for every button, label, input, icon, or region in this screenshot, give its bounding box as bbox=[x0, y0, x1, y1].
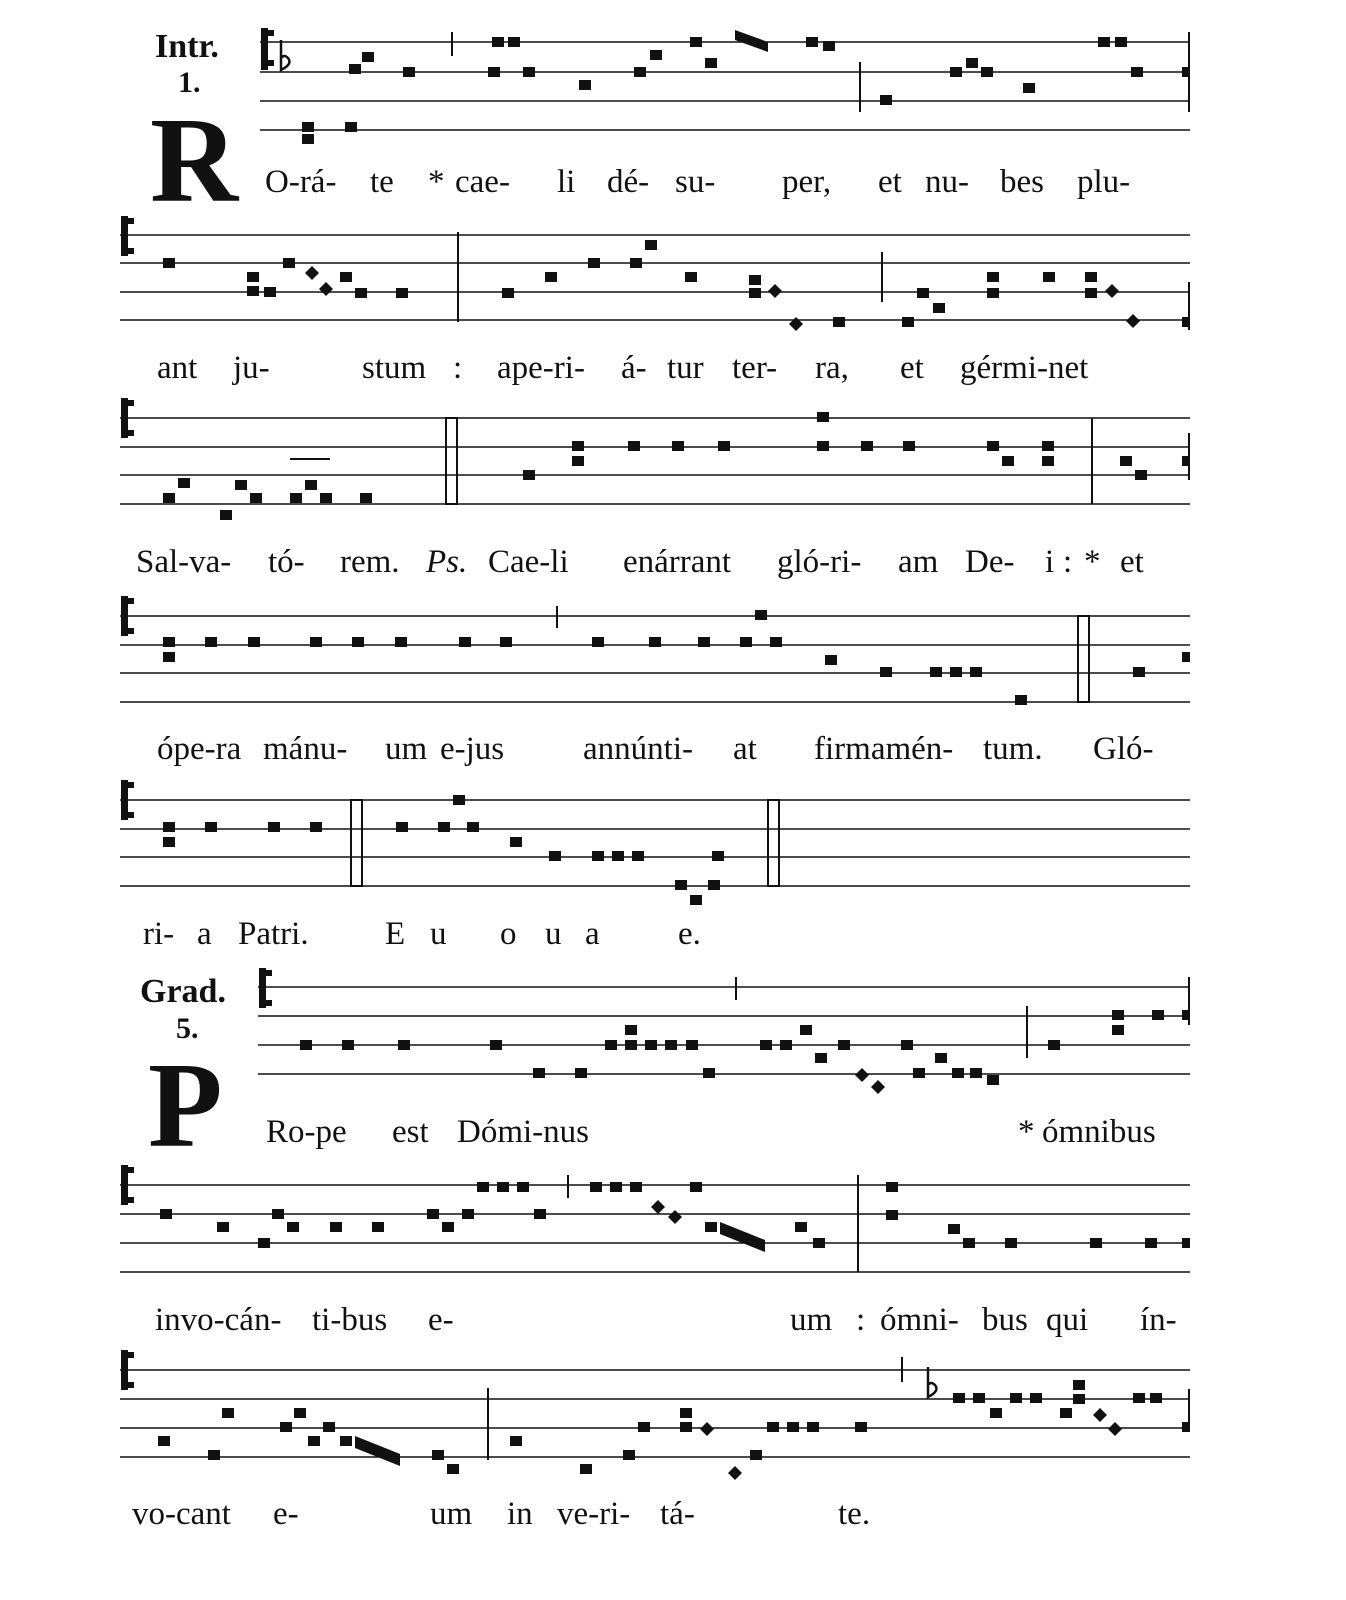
syllable: Sal-va- bbox=[136, 544, 232, 580]
syllable: ter- bbox=[732, 350, 778, 386]
asterisk: * bbox=[428, 164, 445, 200]
colon: : bbox=[453, 350, 463, 386]
syllable: invo-cán- bbox=[155, 1302, 282, 1338]
syllable: ín- bbox=[1140, 1302, 1177, 1338]
syllable: tur bbox=[667, 350, 704, 386]
flat-icon bbox=[928, 1367, 936, 1397]
syllable: et bbox=[900, 350, 924, 386]
syllable: Ro-pe bbox=[266, 1114, 347, 1150]
syllable: um bbox=[385, 731, 428, 767]
syllable: bus bbox=[982, 1302, 1028, 1338]
syllable: su- bbox=[675, 164, 716, 200]
syllable: bes bbox=[1000, 164, 1044, 200]
syllable: nu- bbox=[925, 164, 969, 200]
syllable: in bbox=[507, 1496, 533, 1532]
asterisk: * bbox=[1084, 544, 1101, 580]
psalm-marker: Ps. bbox=[426, 544, 468, 580]
syllable: u bbox=[545, 916, 562, 952]
gradual-initial: P bbox=[148, 1038, 223, 1173]
syllable: stum bbox=[362, 350, 427, 386]
syllable: per, bbox=[782, 164, 832, 200]
syllable: ti-bus bbox=[312, 1302, 388, 1338]
syllable: rem. bbox=[340, 544, 400, 580]
syllable: at bbox=[733, 731, 757, 767]
syllable: i bbox=[1045, 544, 1055, 580]
syllable: ve-ri- bbox=[557, 1496, 631, 1532]
syllable: a bbox=[585, 916, 600, 952]
syllable: firmamén- bbox=[814, 731, 954, 767]
colon: : bbox=[856, 1302, 866, 1338]
introit-label: Intr. bbox=[155, 28, 219, 65]
syllable: u bbox=[430, 916, 447, 952]
syllable: Gló- bbox=[1093, 731, 1154, 767]
syllable: ómni- bbox=[880, 1302, 959, 1338]
syllable: ju- bbox=[233, 350, 270, 386]
syllable: dé- bbox=[607, 164, 650, 200]
syllable: tum. bbox=[983, 731, 1043, 767]
syllable: E bbox=[385, 916, 406, 952]
syllable: est bbox=[392, 1114, 429, 1150]
syllable: um bbox=[430, 1496, 473, 1532]
syllable: enárrant bbox=[623, 544, 732, 580]
syllable: annúnti- bbox=[583, 731, 693, 767]
syllable: Dómi-nus bbox=[457, 1114, 589, 1150]
syllable: O-rá- bbox=[265, 164, 337, 200]
syllable: ant bbox=[157, 350, 198, 386]
syllable: ómnibus bbox=[1042, 1114, 1156, 1150]
syllable: ri- bbox=[143, 916, 175, 952]
syllable: e- bbox=[428, 1302, 454, 1338]
syllable: cae- bbox=[455, 164, 510, 200]
syllable: et bbox=[878, 164, 902, 200]
syllable: e- bbox=[273, 1496, 299, 1532]
syllable: um bbox=[790, 1302, 833, 1338]
asterisk: * bbox=[1018, 1114, 1035, 1150]
syllable: tá- bbox=[660, 1496, 695, 1532]
introit-initial: R bbox=[150, 93, 239, 228]
syllable: te. bbox=[838, 1496, 871, 1532]
syllable: De- bbox=[965, 544, 1015, 580]
syllable: plu- bbox=[1077, 164, 1131, 200]
introit-mode: 1. bbox=[178, 66, 201, 99]
syllable: Cae-li bbox=[488, 544, 569, 580]
syllable: mánu- bbox=[263, 731, 348, 767]
syllable: am bbox=[898, 544, 939, 580]
syllable: gló-ri- bbox=[777, 544, 862, 580]
syllable: ópe-ra bbox=[157, 731, 242, 767]
syllable: e-jus bbox=[440, 731, 505, 767]
syllable: o bbox=[500, 916, 517, 952]
syllable: vo-cant bbox=[132, 1496, 231, 1532]
lyric-line-8 bbox=[0, 1498, 1346, 1538]
gradual-label: Grad. bbox=[140, 973, 226, 1010]
colon: : bbox=[1063, 544, 1073, 580]
syllable: Patri. bbox=[238, 916, 309, 952]
syllable: a bbox=[197, 916, 212, 952]
syllable: et bbox=[1120, 544, 1144, 580]
syllable: qui bbox=[1046, 1302, 1089, 1338]
syllable: ra, bbox=[815, 350, 849, 386]
syllable: e. bbox=[678, 916, 701, 952]
syllable: li bbox=[557, 164, 576, 200]
syllable: á- bbox=[621, 350, 647, 386]
syllable: te bbox=[370, 164, 394, 200]
syllable: gérmi-net bbox=[960, 350, 1089, 386]
syllable: tó- bbox=[268, 544, 305, 580]
gradual-mode: 5. bbox=[176, 1012, 199, 1045]
syllable: ape-ri- bbox=[497, 350, 585, 386]
